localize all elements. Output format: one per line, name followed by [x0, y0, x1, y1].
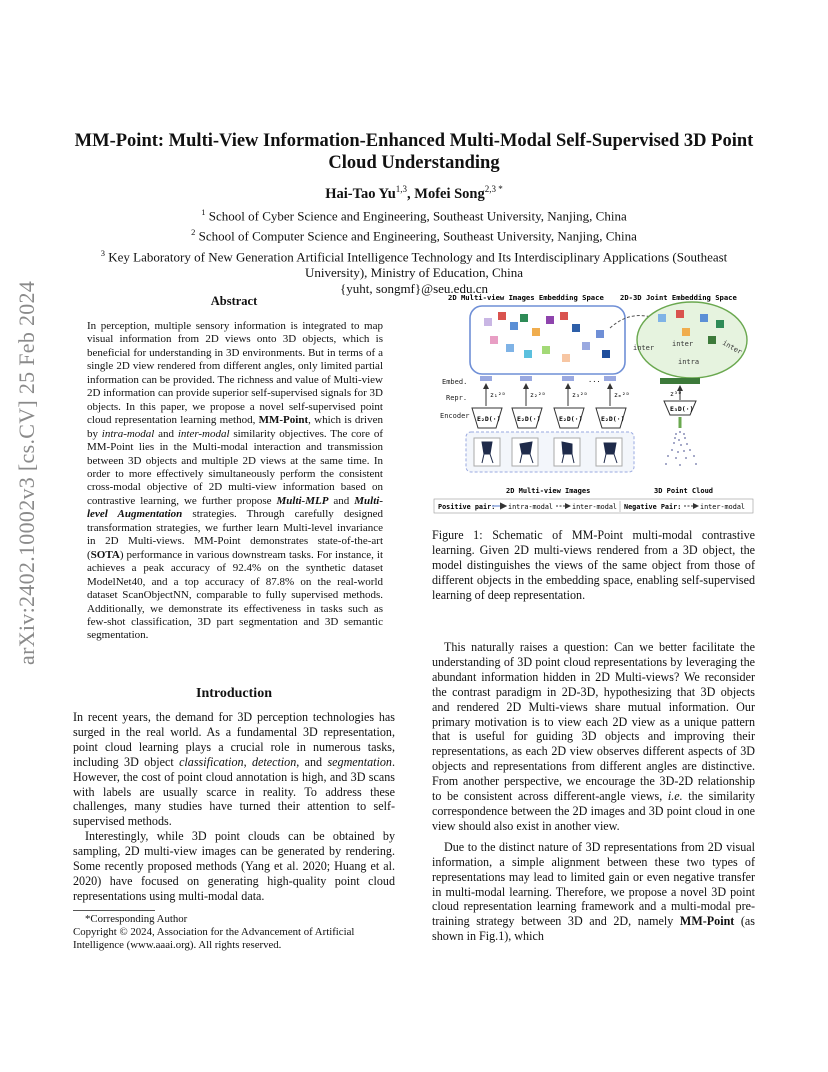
author-list: Hai-Tao Yu$^{1,3}$, Mofei Song$^{2,3 *}$: [325, 184, 503, 202]
embedding-space-label: 2D Multi-view Images Embedding Space: [448, 293, 604, 302]
svg-text:Negative Pair:: Negative Pair:: [624, 503, 682, 511]
figure-caption: Figure 1: Schematic of MM-Point multi-modal contrastive learning. Given 2D multi-views rendered from a 3D object, the model distinguishes the views of the same object from those of different objects in the embedding space, enabling self-supervised learning of deep representation.: [432, 528, 755, 602]
footnote-divider: [73, 910, 155, 911]
figure-schematic: [432, 288, 755, 516]
svg-text:inter: inter: [633, 344, 655, 352]
affiliations: [72, 204, 756, 297]
svg-text:inter-modal: inter-modal: [572, 503, 618, 511]
svg-text:z₂²ᴰ: z₂²ᴰ: [530, 391, 546, 399]
affiliation: $^2$ School of Computer Science and Engineering, Southeast University, Nanjing, China: [191, 227, 637, 244]
point-cloud: [665, 431, 697, 466]
figure-1: [432, 288, 755, 516]
svg-text:intra: intra: [678, 358, 700, 366]
svg-text:...: ...: [588, 376, 601, 384]
branch-3d: [660, 378, 700, 428]
paragraph: Due to the distinct nature of 3D representations from 2D visual information, a simple alignment between these two types of representations may lead to limited gain or even negative transfer in multi-modal learning. Therefore, we propose a novel 3D point cloud representation learning framework and a multi-modal pre-training strategy between 3D and 2D, namely MM-Point (as shown in Fig.1), which: [432, 839, 756, 944]
affiliation: $^1$ School of Cyber Science and Engineering, Southeast University, Nanjing, China: [201, 207, 627, 224]
svg-text:E₂D(·): E₂D(·): [517, 415, 541, 423]
row-embed-label: Embed.: [442, 378, 468, 386]
multi-view-label: 2D Multi-view Images: [506, 487, 591, 495]
right-column-body: [432, 640, 755, 944]
abstract-heading: Abstract: [210, 294, 258, 308]
copyright-note: Copyright © 2024, Association for the Advancement of Artificial Intelligence (www.aaai.org). All rights reserved.: [73, 926, 355, 951]
row-repr-label: Repr.: [446, 394, 468, 402]
row-encoder-label: Encoder: [440, 412, 470, 420]
author-name: Mofei Song: [414, 185, 485, 202]
svg-text:E₃D(·): E₃D(·): [670, 405, 694, 413]
svg-text:z₃²ᴰ: z₃²ᴰ: [572, 391, 588, 399]
svg-text:Positive pair:: Positive pair:: [438, 503, 496, 511]
introduction-heading: Introduction: [196, 686, 272, 701]
svg-text:z₁²ᴰ: z₁²ᴰ: [490, 391, 506, 399]
branch-m: [596, 376, 630, 428]
paragraph: Interestingly, while 3D point clouds can be obtained by sampling, 2D multi-view images can be generated by rendering. Some recently proposed methods (Yang et al. 2020; Huang et al. 2020) have focused on generating high-quality point cloud representations using multi-modal data.: [73, 829, 395, 903]
author-name: Hai-Tao Yu: [325, 185, 396, 202]
affiliation: $^3$ Key Laboratory of New Generation Artificial Intelligence Technology and Its Interdisciplinary Applications (Southeast University), Ministry of Education, China: [100, 247, 728, 280]
author-sup: 1,3: [395, 184, 408, 194]
point-cloud-label: 3D Point Cloud: [654, 487, 714, 495]
arxiv-id: arXiv:2402.10002v3 [cs.CV] 25 Feb 2024: [14, 280, 39, 665]
svg-text:E₂D(·): E₂D(·): [559, 415, 583, 423]
paragraph: In recent years, the demand for 3D perception technologies has surged in the real world. As a fundamental 3D representation, point cloud learning plays a crucial role in numerous tasks, including 3D object classification, detection, and segmentation. However, the cost of point cloud annotation is high, and 3D scans with labels are usually scarce in reality. To address these challenges, many studies have turned their attention to self-supervised methods.: [73, 710, 395, 829]
svg-text:inter: inter: [672, 340, 694, 348]
svg-text:zₘ²ᴰ: zₘ²ᴰ: [614, 391, 630, 399]
branch-1: [472, 376, 506, 428]
footnote: [73, 913, 395, 952]
svg-text:inter: inter: [721, 338, 744, 357]
svg-text:E₂D(·): E₂D(·): [601, 415, 625, 423]
introduction-body: [73, 710, 395, 904]
svg-text:inter-modal: inter-modal: [700, 503, 746, 511]
svg-text:intra-modal: intra-modal: [508, 503, 554, 511]
corresponding-author-note: *Corresponding Author: [85, 913, 188, 925]
author-email: {yuht, songmf}@seu.edu.cn: [340, 280, 488, 296]
abstract-body: In perception, multiple sensory information is integrated to map visual information from 2D views onto 3D objects, which is beneficial for understanding in 3D environments. But in terms of a single 2D view rendered from different angles, only limited partial information can be provided. The richness and value of Multi-view 2D information can provide superior self-supervised signals for 3D objects. In this paper, we propose a novel self-supervised point cloud representation learning method, MM-Point, which is driven by intra-modal and inter-modal similarity objectives. The core of MM-Point lies in the Multi-modal interaction and transmission between 3D objects and multiple 2D views at the same time. In order to more effectively simultaneously perform the consistent cross-modal objective of 2D multi-view information based on contrastive learning, we further propose Multi-MLP and Multi-level Augmentation strategies. Through carefully designed transformation strategies, we further learn Multi-level invariance in 2D Multi-views. MM-Point demonstrates state-of-the-art (SOTA) performance in various downstream tasks. For instance, it achieves a peak accuracy of 92.4% on the synthetic dataset ModelNet40, and a top accuracy of 87.8% on the real-world dataset ScanObjectNN, comparable to fully supervised methods. Additionally, we demonstrate its effectiveness in tasks such as few-shot classification, 3D part segmentation and 3D semantic segmentation.: [87, 320, 383, 642]
author-sup: 2,3 *: [484, 184, 503, 194]
paper-title: MM-Point: Multi-View Information-Enhanced Multi-Modal Self-Supervised 3D Point Cloud Understanding: [74, 131, 754, 173]
branch-2: [512, 376, 546, 428]
svg-text:z³ᴰ: z³ᴰ: [670, 390, 682, 398]
svg-text:E₂D(·): E₂D(·): [477, 415, 501, 423]
joint-space-label: 2D-3D Joint Embedding Space: [620, 293, 737, 302]
paragraph: This naturally raises a question: Can we better facilitate the understanding of 3D point cloud representations by leveraging the abundant information hidden in 2D Multi-views? We reconsider the contrast paradigm in 2D-3D, hypothesizing that 3D objects and rendered 2D Multi-views share mutual information. Our primary motivation is to view each 2D view as a unique pattern that is useful for guiding 3D objects and improving their representations, as each 2D view observes different aspects of 3D objects and representations from different angles are distinctive. From another perspective, we encourage the 3D-2D relationship to be consistent across different-angle views, i.e. the similarity correspondence between the 2D images and 3D point cloud in one view should also exist in another view.: [432, 640, 756, 833]
branch-3: [554, 376, 588, 428]
